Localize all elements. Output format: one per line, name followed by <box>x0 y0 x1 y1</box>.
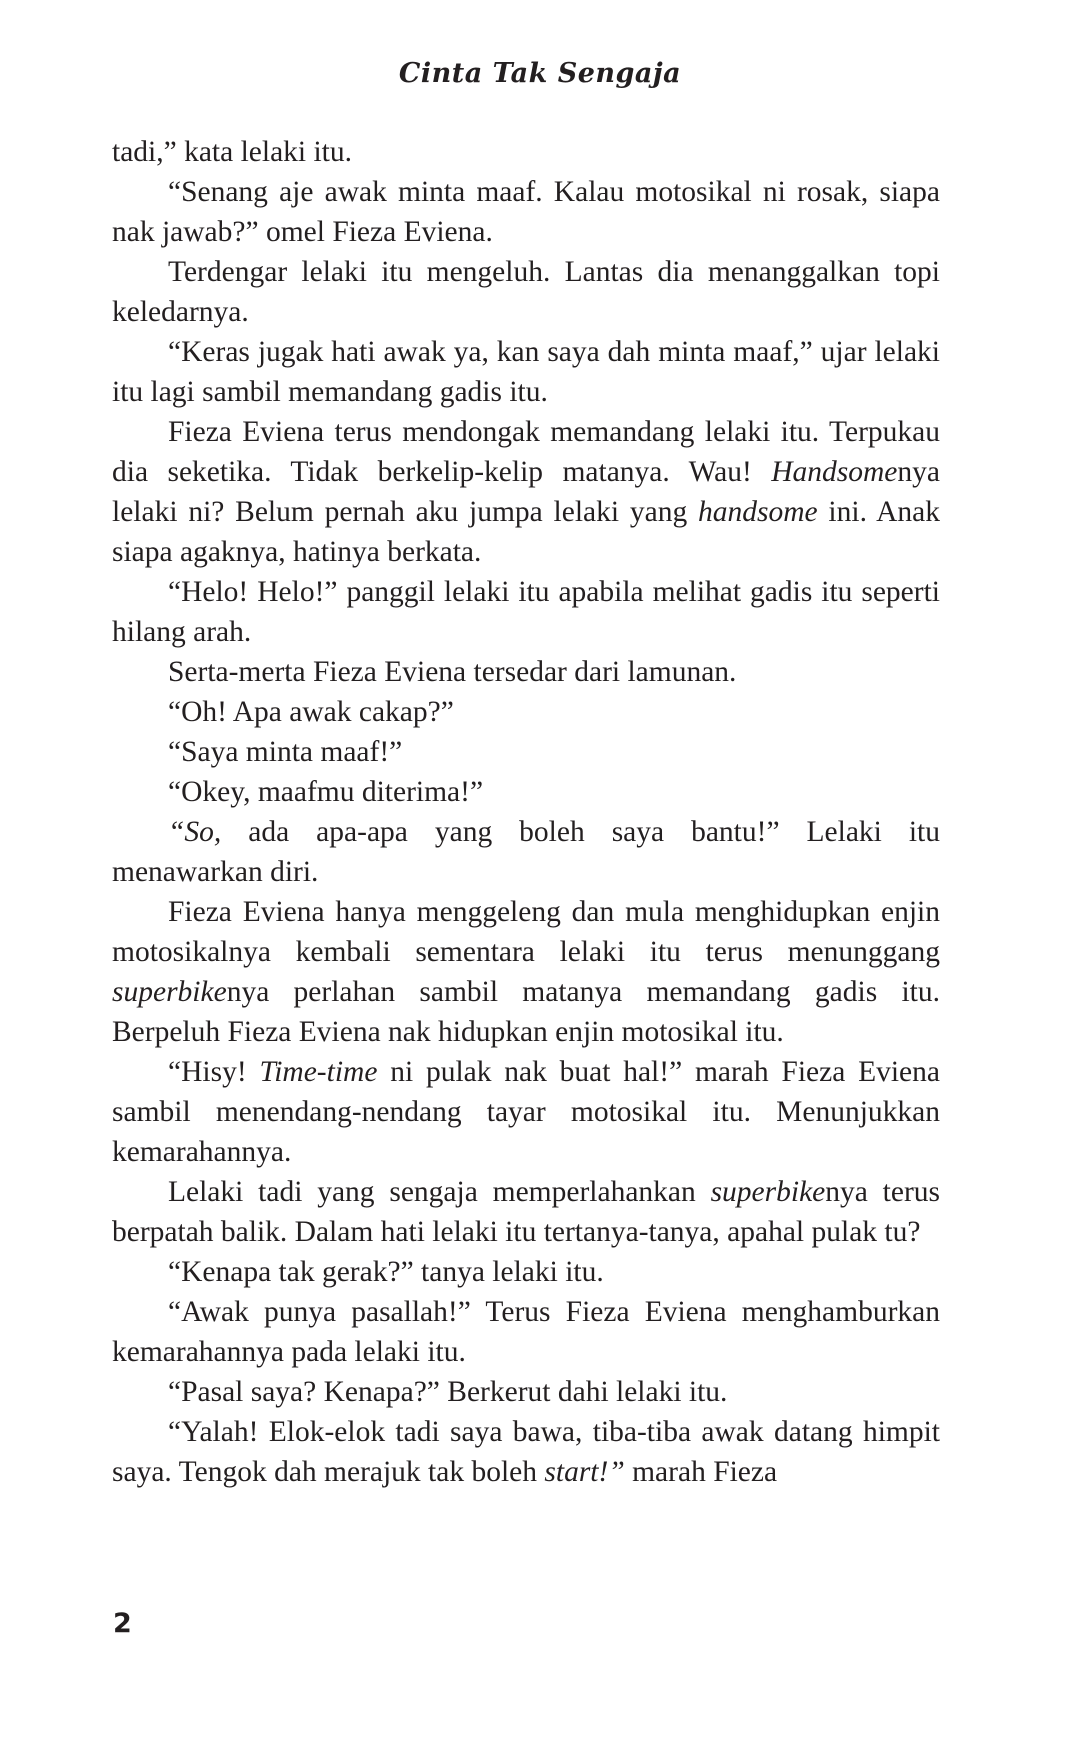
text-run: nya lelaki ni? Belum pernah aku jumpa lelaki yang <box>112 456 940 528</box>
text-run: tadi,” kata lelaki itu. <box>112 136 353 168</box>
text-run: “Kenapa tak gerak?” tanya lelaki itu. <box>168 1256 604 1288</box>
italic-text: Handsome <box>771 456 898 488</box>
italic-text: superbike <box>112 976 227 1008</box>
text-run: “Saya minta maaf!” <box>168 736 403 768</box>
text-run: marah Fieza <box>624 1456 778 1488</box>
paragraph <box>112 812 940 892</box>
paragraph <box>112 772 940 812</box>
text-run: ada apa-apa yang boleh saya bantu!” Lelaki itu menawarkan diri. <box>112 816 940 888</box>
text-run: ini. Anak siapa agaknya, hatinya berkata. <box>112 496 941 568</box>
paragraph <box>112 1172 940 1252</box>
text-run: “Yalah! Elok-elok tadi saya bawa, tiba-tiba awak datang himpit saya. Tengok dah merajuk tak boleh <box>112 1416 940 1488</box>
italic-text: “So, <box>168 816 222 848</box>
running-header-title: Cinta Tak Sengaja <box>398 58 682 89</box>
text-run: “Oh! Apa awak cakap?” <box>168 696 454 728</box>
text-run: “Awak punya pasallah!” Terus Fieza Eviena menghamburkan kemarahannya pada lelaki itu. <box>112 1296 940 1368</box>
page-number: 2 <box>113 1608 132 1639</box>
paragraph <box>112 1292 940 1372</box>
paragraph <box>112 252 940 332</box>
italic-text: superbike <box>710 1176 826 1208</box>
text-run: Serta-merta Fieza Eviena tersedar dari lamunan. <box>168 656 737 688</box>
italic-text: start!” <box>544 1456 625 1488</box>
italic-text: handsome <box>698 496 818 528</box>
text-run: nya perlahan sambil matanya memandang gadis itu. Berpeluh Fieza Eviena nak hidupkan enjin motosikal itu. <box>112 976 940 1048</box>
text-run: Terdengar lelaki itu mengeluh. Lantas dia menanggalkan topi keledarnya. <box>112 256 940 328</box>
paragraph <box>112 1252 940 1292</box>
italic-text: Time-time <box>259 1056 378 1088</box>
text-run: Fieza Eviena hanya menggeleng dan mula menghidupkan enjin motosikalnya kembali sementara lelaki itu terus menunggang <box>112 896 940 968</box>
paragraph <box>112 692 940 732</box>
text-run: nya terus berpatah balik. Dalam hati lelaki itu tertanya-tanya, apahal pulak tu? <box>112 1176 941 1248</box>
paragraph <box>112 892 940 1052</box>
paragraph <box>112 412 940 572</box>
text-run: “Keras jugak hati awak ya, kan saya dah minta maaf,” ujar lelaki itu lagi sambil memandang gadis itu. <box>112 336 940 408</box>
text-run: “Senang aje awak minta maaf. Kalau motosikal ni rosak, siapa nak jawab?” omel Fieza Eviena. <box>112 176 940 248</box>
paragraph <box>112 172 940 252</box>
paragraph <box>112 132 940 172</box>
text-run: “Helo! Helo!” panggil lelaki itu apabila melihat gadis itu seperti hilang arah. <box>112 576 940 648</box>
paragraph <box>112 732 940 772</box>
text-run: “Okey, maafmu diterima!” <box>168 776 484 808</box>
text-run: Fieza Eviena terus mendongak memandang lelaki itu. Terpukau dia seketika. Tidak berkelip-kelip matanya. Wau! <box>112 416 940 488</box>
paragraph <box>112 652 940 692</box>
paragraph <box>112 332 940 412</box>
paragraph <box>112 572 940 652</box>
text-run: ni pulak nak buat hal!” marah Fieza Eviena sambil menendang-nendang tayar motosikal itu. Menunjukkan kemarahannya. <box>112 1056 940 1168</box>
text-run: “Hisy! <box>168 1056 260 1088</box>
body-text <box>112 132 940 1492</box>
paragraph <box>112 1372 940 1412</box>
paragraph <box>112 1412 940 1492</box>
text-run: “Pasal saya? Kenapa?” Berkerut dahi lelaki itu. <box>168 1376 728 1408</box>
paragraph <box>112 1052 940 1172</box>
text-run: Lelaki tadi yang sengaja memperlahankan <box>168 1176 711 1208</box>
